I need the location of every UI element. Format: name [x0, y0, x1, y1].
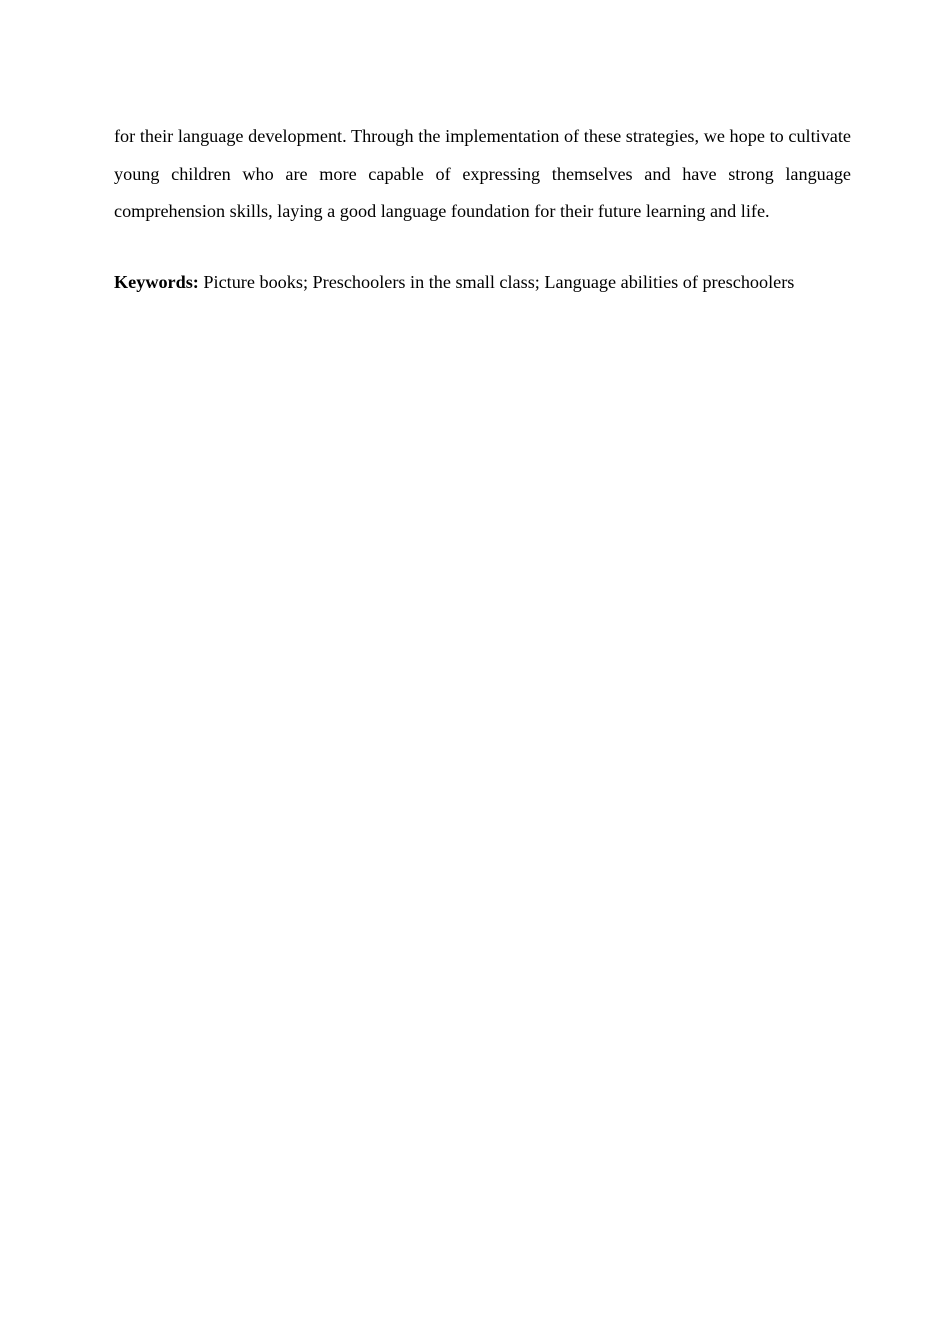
- keywords-label: Keywords:: [114, 271, 199, 292]
- abstract-paragraph: for their language development. Through the implementation of these strategies, we hope to cultivate young children who are more capable of expressing themselves and have strong language comprehension skills, laying a good language foundation for their future learning and life.: [114, 126, 851, 222]
- page-content: [114, 118, 851, 301]
- keywords-line: [114, 264, 851, 302]
- keywords-text: Picture books; Preschoolers in the small class; Language abilities of preschoolers: [198, 271, 795, 292]
